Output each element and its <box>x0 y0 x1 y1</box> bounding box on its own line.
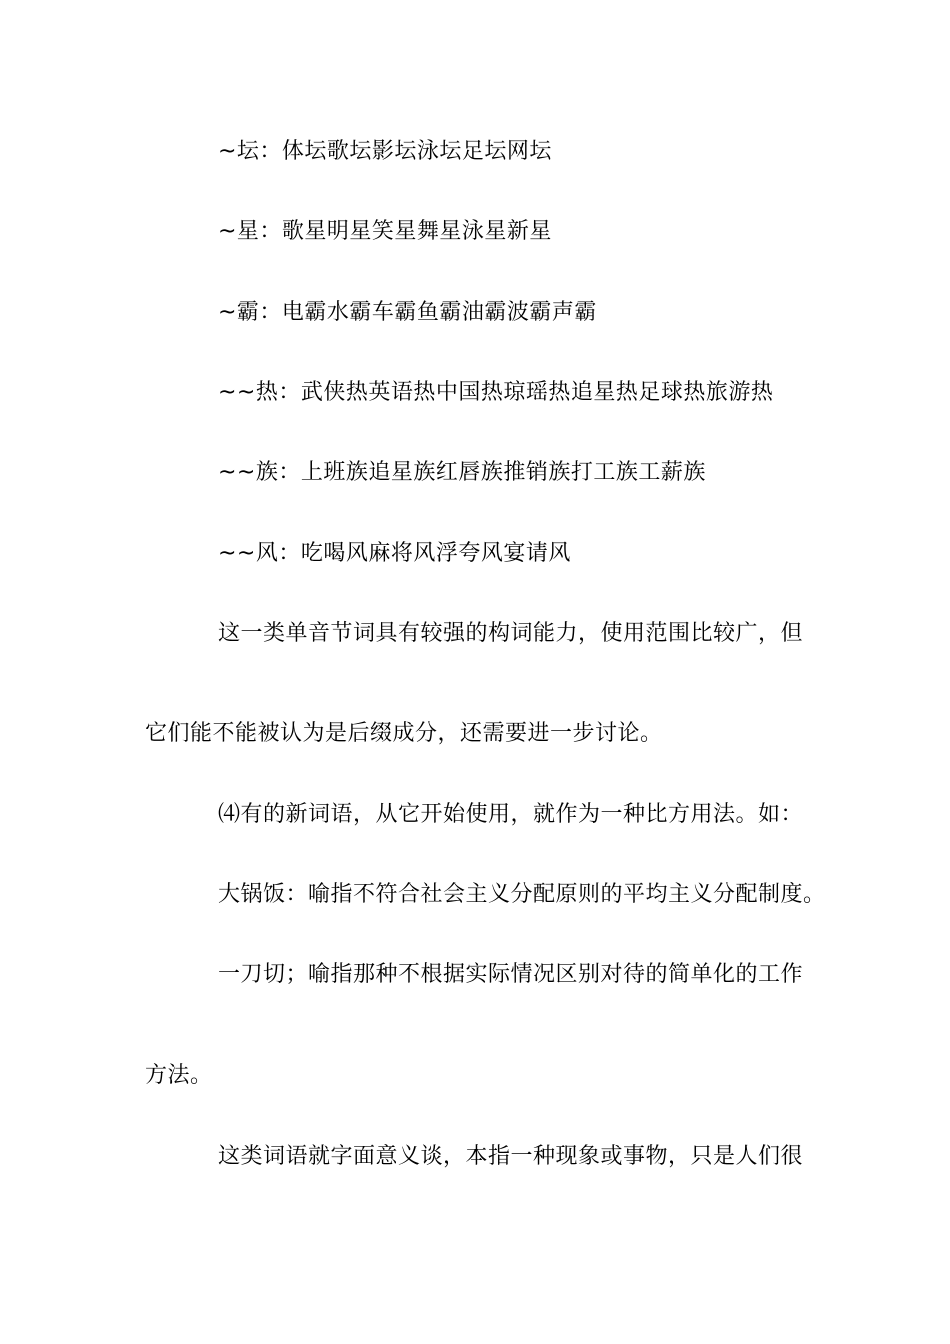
paragraph-line: 方法。 <box>145 1063 213 1088</box>
example-yidaoqie-line: 一刀切；喻指那种不根据实际情况区别对待的简单化的工作 <box>218 962 804 987</box>
suffix-re-line: ~~热：武侠热英语热中国热琼瑶热追星热足球热旅游热 <box>218 380 774 405</box>
suffix-zu-line: ~~族：上班族追星族红唇族推销族打工族工薪族 <box>218 460 706 485</box>
paragraph-line: 它们能不能被认为是后缀成分，还需要进一步讨论。 <box>145 721 663 746</box>
suffix-feng-line: ~~风：吃喝风麻将风浮夸风宴请风 <box>218 541 571 566</box>
suffix-xing-line: ~星：歌星明星笑星舞星泳星新星 <box>218 219 552 244</box>
paragraph-line: ⑷有的新词语，从它开始使用，就作为一种比方用法。如： <box>218 802 804 827</box>
paragraph-line: 这类词语就字面意义谈，本指一种现象或事物，只是人们很 <box>218 1144 804 1169</box>
suffix-tan-line: ~坛：体坛歌坛影坛泳坛足坛网坛 <box>218 139 552 164</box>
example-daguofan-line: 大锅饭：喻指不符合社会主义分配原则的平均主义分配制度。 <box>218 882 826 907</box>
paragraph-line: 这一类单音节词具有较强的构词能力，使用范围比较广，但 <box>218 621 804 646</box>
suffix-ba-line: ~霸：电霸水霸车霸鱼霸油霸波霸声霸 <box>218 300 597 325</box>
